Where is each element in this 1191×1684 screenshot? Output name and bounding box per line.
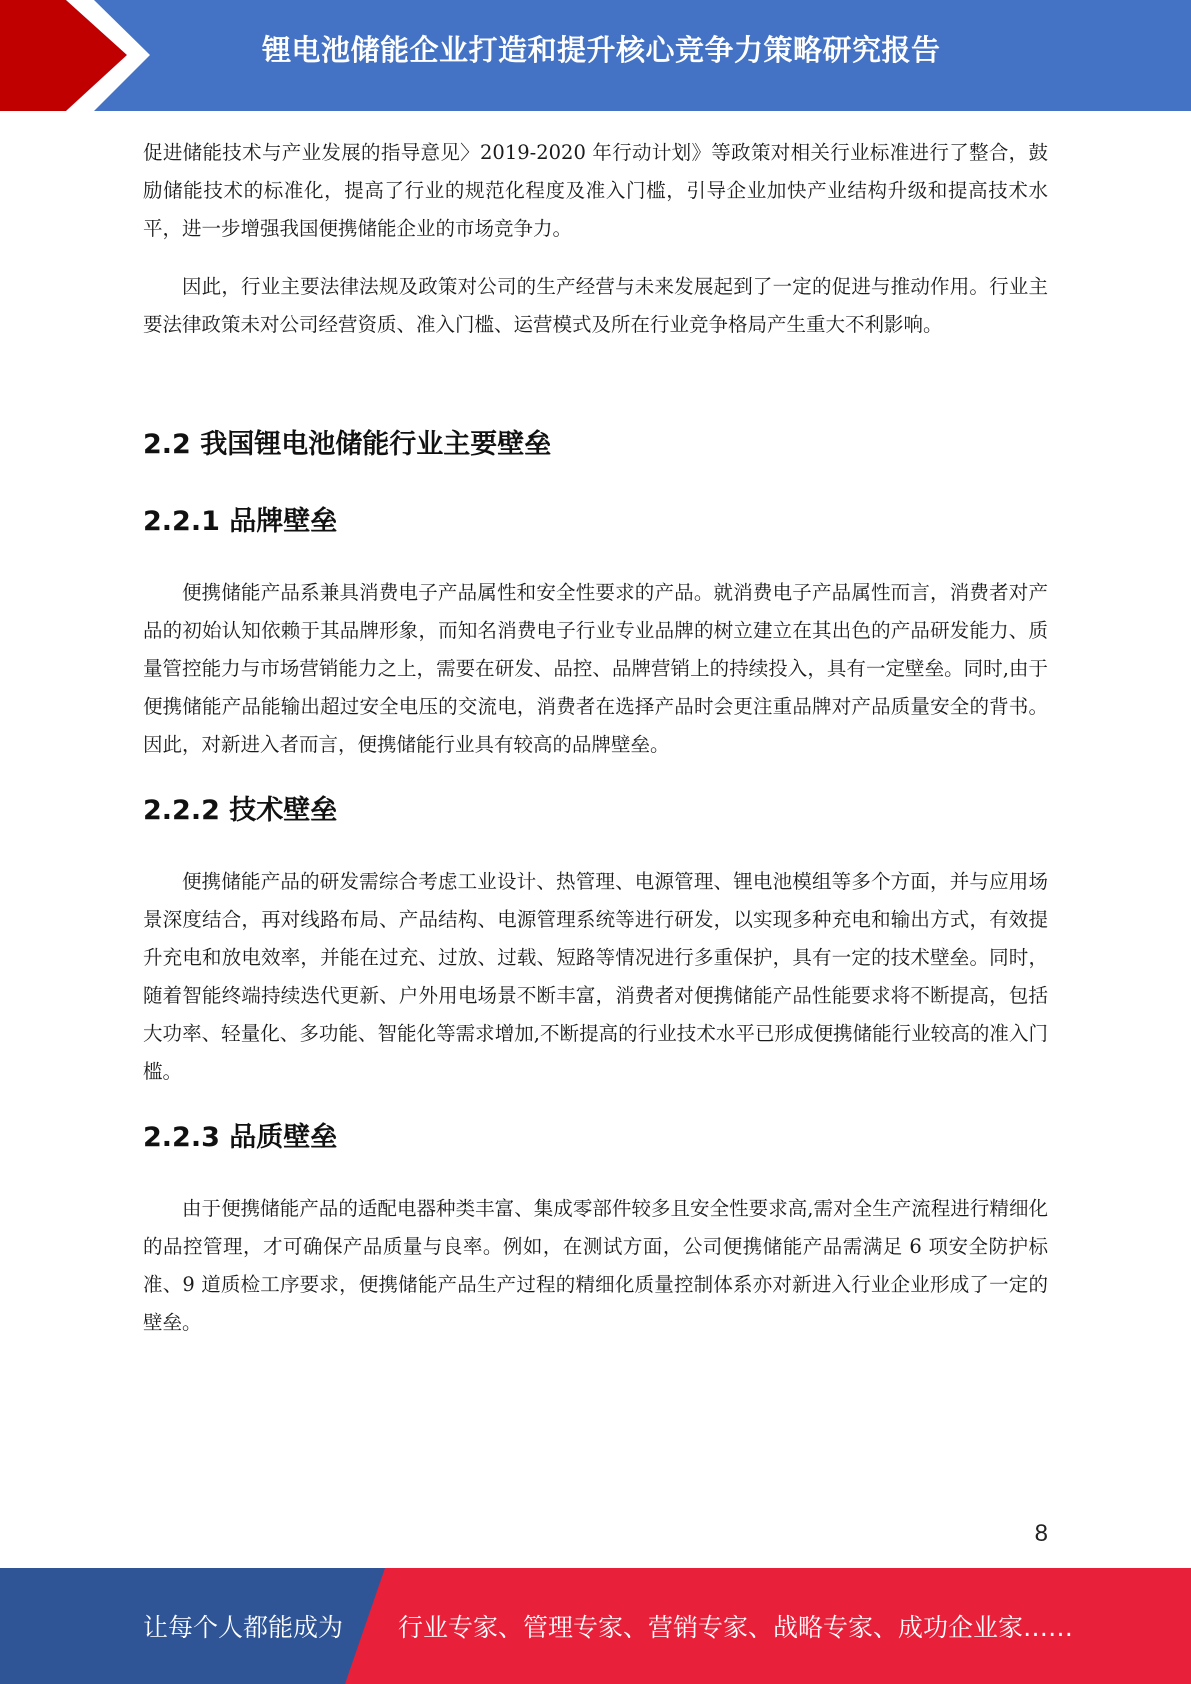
subsection-heading-quality: 2.2.3 品质壁垒: [143, 1122, 338, 1153]
page-number: 8: [1034, 1520, 1048, 1547]
subsection-heading-brand: 2.2.1 品牌壁垒: [143, 506, 338, 537]
body-paragraph: 便携储能产品系兼具消费电子产品属性和安全性要求的产品。就消费电子产品属性而言，消费者对产品的初始认知依赖于其品牌形象，而知名消费电子行业专业品牌的树立建立在其出色的产品研发能力、质量管控能力与市场营销能力之上，需要在研发、品控、品牌营销上的持续投入，具有一定壁垒。同时,由于便携储能产品能输出超过安全电压的交流电，消费者在选择产品时会更注重品牌对产品质量安全的背书。因此，对新进入者而言，便携储能行业具有较高的品牌壁垒。: [143, 581, 1048, 756]
body-paragraph: 由于便携储能产品的适配电器种类丰富、集成零部件较多且安全性要求高,需对全生产流程进行精细化的品控管理，才可确保产品质量与良率。例如，在测试方面，公司便携储能产品需满足 6 项安全防护标准、9 道质检工序要求，便携储能产品生产过程的精细化质量控制体系亦对新进入行业企业形成了一定的壁垒。: [143, 1197, 1048, 1334]
footer-slogan-left: 让每个人都能成为: [143, 1613, 344, 1642]
page-content: [143, 134, 1048, 1342]
page-footer: [0, 1568, 1191, 1684]
body-paragraph: 便携储能产品的研发需综合考虑工业设计、热管理、电源管理、锂电池模组等多个方面，并与应用场景深度结合，再对线路布局、产品结构、电源管理系统等进行研发，以实现多种充电和输出方式，有效提升充电和放电效率，并能在过充、过放、过载、短路等情况进行多重保护，具有一定的技术壁垒。同时，随着智能终端持续迭代更新、户外用电场景不断丰富，消费者对便携储能产品性能要求将不断提高，包括大功率、轻量化、多功能、智能化等需求增加,不断提高的行业技术水平已形成便携储能行业较高的准入门槛。: [143, 870, 1048, 1083]
report-title: 锂电池储能企业打造和提升核心竞争力策略研究报告: [262, 33, 941, 67]
page-header: [0, 0, 1191, 111]
body-paragraph: 因此，行业主要法律法规及政策对公司的生产经营与未来发展起到了一定的促进与推动作用。行业主要法律政策未对公司经营资质、准入门槛、运营模式及所在行业竞争格局产生重大不利影响。: [143, 275, 1048, 336]
section-heading: 2.2 我国锂电池储能行业主要壁垒: [143, 429, 552, 460]
footer-slogan-right: 行业专家、管理专家、营销专家、战略专家、成功企业家……: [398, 1613, 1074, 1642]
body-paragraph: 促进储能技术与产业发展的指导意见〉2019-2020 年行动计划》等政策对相关行业标准进行了整合，鼓励储能技术的标准化，提高了行业的规范化程度及准入门槛，引导企业加快产业结构升级和提高技术水平，进一步增强我国便携储能企业的市场竞争力。: [143, 141, 1048, 240]
subsection-heading-technology: 2.2.2 技术壁垒: [143, 795, 338, 826]
